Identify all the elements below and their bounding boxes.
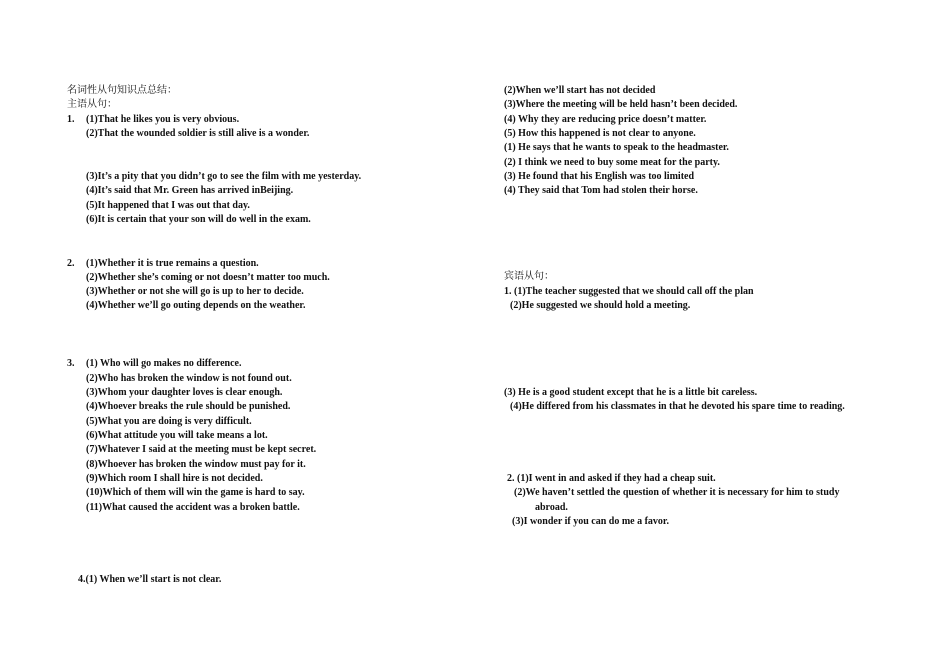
example-sentence: 4.(1) When we’ll start is not clear. xyxy=(78,574,222,585)
example-sentence: (2)That the wounded soldier is still alive is a wonder. xyxy=(86,128,310,139)
example-sentence: 1. (1)The teacher suggested that we should call off the plan xyxy=(504,286,754,297)
example-sentence: (2)He suggested we should hold a meeting. xyxy=(510,300,691,311)
example-sentence: (4) Why they are reducing price doesn’t matter. xyxy=(504,114,707,125)
example-sentence: (3)I wonder if you can do me a favor. xyxy=(512,516,669,527)
example-sentence: (11)What caused the accident was a broken battle. xyxy=(86,502,300,513)
example-sentence: (4)Whether we’ll go outing depends on the weather. xyxy=(86,300,306,311)
example-sentence: (3) He found that his English was too limited xyxy=(504,171,695,182)
example-sentence: (2)When we’ll start has not decided xyxy=(504,85,656,96)
example-sentence: (10)Which of them will win the game is hard to say. xyxy=(86,487,305,498)
example-sentence: (2)We haven’t settled the question of whether it is necessary for him to study xyxy=(514,487,840,498)
example-sentence: (7)Whatever I said at the meeting must be kept secret. xyxy=(86,444,317,455)
example-sentence: (6)What attitude you will take means a lot. xyxy=(86,430,268,441)
object-clause-heading: 宾语从句： xyxy=(504,271,554,282)
example-sentence: (3) He is a good student except that he is a little bit careless. xyxy=(504,387,758,398)
example-sentence: (4)It’s said that Mr. Green has arrived inBeijing. xyxy=(86,185,294,196)
document-title: 名词性从句知识点总结： xyxy=(67,85,177,96)
example-sentence-continuation: abroad. xyxy=(535,502,568,513)
example-sentence: (9)Which room I shall hire is not decided. xyxy=(86,473,263,484)
group-number: 2. xyxy=(67,258,75,269)
group-number: 1. xyxy=(67,114,75,125)
example-sentence: (5)What you are doing is very difficult. xyxy=(86,416,252,427)
example-sentence: (8)Whoever has broken the window must pay for it. xyxy=(86,459,306,470)
example-sentence: (2)Whether she’s coming or not doesn’t matter too much. xyxy=(86,272,330,283)
example-sentence: (1) Who will go makes no difference. xyxy=(86,358,242,369)
example-sentence: (1) He says that he wants to speak to the headmaster. xyxy=(504,142,729,153)
example-sentence: (3)It’s a pity that you didn’t go to see the film with me yesterday. xyxy=(86,171,362,182)
example-sentence: (4)He differed from his classmates in that he devoted his spare time to reading. xyxy=(510,401,845,412)
example-sentence: (4)Whoever breaks the rule should be punished. xyxy=(86,401,291,412)
example-sentence: 2. (1)I went in and asked if they had a cheap suit. xyxy=(507,473,716,484)
example-sentence: (2) I think we need to buy some meat for the party. xyxy=(504,157,720,168)
example-sentence: (3)Where the meeting will be held hasn’t been decided. xyxy=(504,99,738,110)
example-sentence: (5) How this happened is not clear to anyone. xyxy=(504,128,696,139)
example-sentence: (3)Whether or not she will go is up to her to decide. xyxy=(86,286,304,297)
example-sentence: (4) They said that Tom had stolen their horse. xyxy=(504,185,698,196)
example-sentence: (1)That he likes you is very obvious. xyxy=(86,114,240,125)
subject-clause-heading: 主语从句： xyxy=(67,99,117,110)
example-sentence: (5)It happened that I was out that day. xyxy=(86,200,250,211)
example-sentence: (6)It is certain that your son will do well in the exam. xyxy=(86,214,311,225)
example-sentence: (3)Whom your daughter loves is clear enough. xyxy=(86,387,283,398)
group-number: 3. xyxy=(67,358,75,369)
example-sentence: (1)Whether it is true remains a question. xyxy=(86,258,259,269)
example-sentence: (2)Who has broken the window is not found out. xyxy=(86,373,292,384)
